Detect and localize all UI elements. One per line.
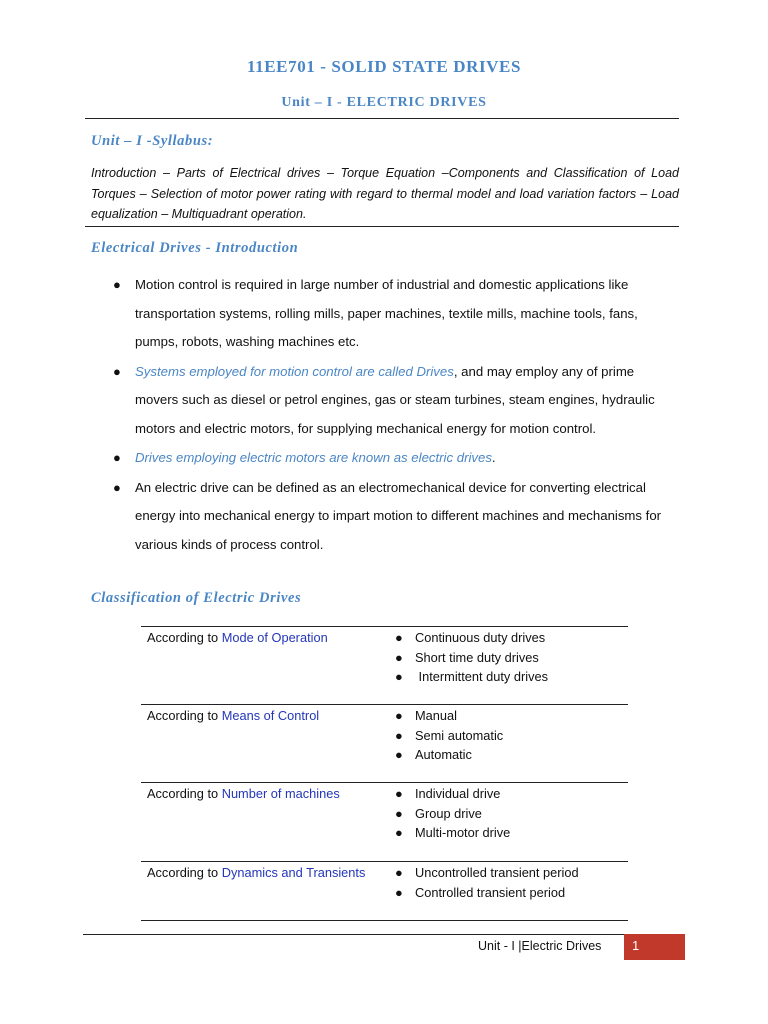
list-item (391, 648, 622, 668)
bullet-icon: ● (113, 450, 121, 465)
option-text: Group drive (415, 805, 482, 821)
option-text: Continuous duty drives (415, 630, 546, 645)
list-item (391, 804, 622, 824)
bullet-text: . (491, 450, 496, 465)
options-list (391, 628, 622, 687)
document-title: 11EE701 - SOLID STATE DRIVES (246, 57, 522, 76)
list-item (391, 784, 622, 804)
introduction-bullet-list (113, 271, 679, 560)
bullet-icon: ● (395, 630, 403, 645)
intro-bullet (113, 444, 679, 473)
bullet-text: , and may employ any of prime movers such as diesel or petrol engines, gas or steam turbines, steam engines, hydraulic motors and electric motors, for supplying mechanical energy for motion control. (135, 363, 655, 436)
options-cell (385, 627, 628, 705)
list-item (391, 726, 622, 746)
criterion-prefix: According to (147, 630, 222, 645)
criterion-keyword: Dynamics and Transients (221, 865, 366, 880)
criterion-cell (141, 627, 385, 705)
option-text: Intermittent duty drives (415, 669, 548, 684)
bullet-icon: ● (395, 805, 403, 821)
criterion-cell (141, 862, 385, 921)
list-item (391, 823, 622, 843)
criterion-prefix: According to (147, 708, 222, 723)
option-text: Multi-motor drive (415, 825, 511, 840)
option-text: Semi automatic (415, 727, 504, 743)
option-text: Manual (415, 708, 457, 723)
bullet-icon: ● (395, 786, 403, 801)
criterion-prefix: According to (147, 865, 222, 880)
table-row (141, 627, 628, 705)
criterion-keyword: Means of Control (221, 708, 320, 723)
footer-divider (83, 934, 624, 935)
footer-label: Unit - I |Electric Drives (478, 939, 602, 953)
criterion-prefix: According to (147, 786, 222, 801)
criterion-cell (141, 783, 385, 862)
introduction-heading: Electrical Drives - Introduction (91, 240, 299, 256)
bullet-icon: ● (395, 727, 403, 743)
classification-table (141, 626, 628, 921)
criterion-keyword: Mode of Operation (221, 630, 328, 645)
intro-bullet (113, 474, 679, 560)
classification-heading: Classification of Electric Drives (91, 590, 302, 606)
bullet-icon: ● (113, 479, 121, 495)
bullet-icon: ● (395, 865, 403, 880)
table-row (141, 705, 628, 783)
criterion-cell (141, 705, 385, 783)
option-text: Automatic (415, 747, 472, 762)
option-text: Uncontrolled transient period (415, 865, 579, 880)
bullet-icon: ● (395, 747, 403, 762)
option-text: Short time duty drives (415, 649, 539, 665)
options-list (391, 863, 622, 902)
header-divider (85, 118, 679, 119)
option-text: Individual drive (415, 786, 501, 801)
options-list (391, 706, 622, 765)
unit-title: Unit – I - ELECTRIC DRIVES (281, 95, 487, 110)
syllabus-text: Introduction – Parts of Electrical drives – Torque Equation –Components and Classification of Load Torques – Selection of motor power rating with regard to thermal model and load variation factors – Load equalization – Multiquadrant operation. (91, 166, 679, 221)
criterion-keyword: Number of machines (221, 786, 340, 801)
list-item (391, 706, 622, 726)
list-item (391, 863, 622, 883)
bullet-text: Motion control is required in large number of industrial and domestic applications like transportation systems, rolling mills, paper machines, textile mills, machine tools, fans, pumps, robots, washing machines etc. (135, 277, 638, 349)
syllabus-heading: Unit – I -Syllabus: (91, 133, 214, 149)
bullet-icon: ● (395, 708, 403, 723)
options-list (391, 784, 622, 843)
list-item (391, 745, 622, 765)
bullet-icon: ● (113, 277, 121, 292)
options-cell (385, 862, 628, 921)
bullet-icon: ● (395, 825, 403, 840)
bullet-text: An electric drive can be defined as an electromechanical device for converting electrical energy into mechanical energy to impart motion to different machines and mechanisms for various kinds of process control. (135, 479, 662, 552)
table-row (141, 862, 628, 921)
options-cell (385, 783, 628, 862)
list-item (391, 667, 622, 687)
list-item (391, 883, 622, 903)
option-text: Controlled transient period (415, 884, 566, 900)
intro-bullet (113, 358, 679, 444)
highlighted-definition: Systems employed for motion control are called Drives (135, 363, 454, 379)
options-cell (385, 705, 628, 783)
table-row (141, 783, 628, 862)
page-number-badge: 1 (624, 934, 685, 960)
bullet-icon: ● (395, 669, 403, 684)
highlighted-definition: Drives employing electric motors are known as electric drives (135, 450, 492, 465)
bullet-icon: ● (113, 363, 121, 379)
list-item (391, 628, 622, 648)
syllabus-divider (85, 226, 679, 227)
bullet-icon: ● (395, 884, 403, 900)
bullet-icon: ● (395, 649, 403, 665)
intro-bullet (113, 271, 679, 357)
